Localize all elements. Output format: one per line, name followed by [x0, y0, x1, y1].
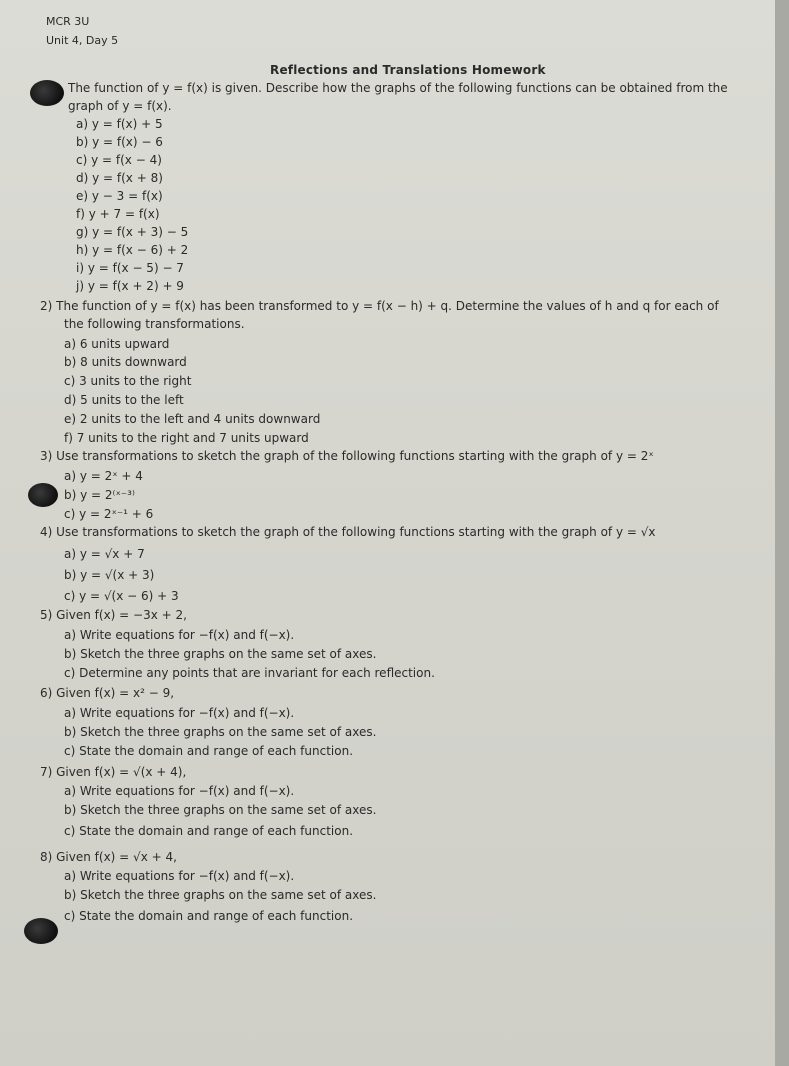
q3-stem: 3) Use transformations to sketch the graph of the following functions starting with the graph of y = 2ˣ	[40, 449, 654, 463]
q3-part-a: a) y = 2ˣ + 4	[64, 469, 143, 483]
q2-stem-line2: the following transformations.	[64, 317, 245, 331]
q6-part-a: a) Write equations for −f(x) and f(−x).	[64, 706, 295, 720]
q1-part-g: g) y = f(x + 3) − 5	[76, 225, 189, 239]
q4-part-b: b) y = √(x + 3)	[64, 568, 155, 582]
q5-part-b: b) Sketch the three graphs on the same set of axes.	[64, 647, 377, 661]
punch-hole-top	[30, 80, 64, 106]
worksheet-title: Reflections and Translations Homework	[270, 63, 546, 77]
q4-part-c: c) y = √(x − 6) + 3	[64, 589, 179, 603]
q1-part-b: b) y = f(x) − 6	[76, 135, 163, 149]
unit-day: Unit 4, Day 5	[46, 34, 119, 47]
q3-part-b: b) y = 2⁽ˣ⁻³⁾	[64, 488, 135, 502]
q8-part-c: c) State the domain and range of each function.	[64, 909, 354, 923]
q1-stem-line1: The function of y = f(x) is given. Describe how the graphs of the following functions can be obtained from the	[68, 81, 728, 95]
q2-part-c: c) 3 units to the right	[64, 374, 192, 388]
q1-part-f: f) y + 7 = f(x)	[76, 207, 160, 221]
q1-part-c: c) y = f(x − 4)	[76, 153, 162, 167]
q2-stem-line1: 2) The function of y = f(x) has been transformed to y = f(x − h) + q. Determine the values of h and q for each of	[40, 299, 719, 313]
q1-part-d: d) y = f(x + 8)	[76, 171, 163, 185]
q3-part-c: c) y = 2ˣ⁻¹ + 6	[64, 507, 154, 521]
punch-hole-bottom	[24, 918, 58, 944]
q4-part-a: a) y = √x + 7	[64, 547, 145, 561]
q1-part-h: h) y = f(x − 6) + 2	[76, 243, 189, 257]
q6-part-b: b) Sketch the three graphs on the same set of axes.	[64, 725, 377, 739]
q8-part-a: a) Write equations for −f(x) and f(−x).	[64, 869, 295, 883]
page-edge	[775, 0, 789, 1066]
course-code: MCR 3U	[46, 15, 90, 28]
q7-part-c: c) State the domain and range of each function.	[64, 824, 354, 838]
q1-part-i: i) y = f(x − 5) − 7	[76, 261, 184, 275]
q4-stem: 4) Use transformations to sketch the graph of the following functions starting with the graph of y = √x	[40, 525, 656, 539]
q1-stem-line2: graph of y = f(x).	[68, 99, 172, 113]
q7-part-b: b) Sketch the three graphs on the same set of axes.	[64, 803, 377, 817]
q8-part-b: b) Sketch the three graphs on the same set of axes.	[64, 888, 377, 902]
q1-part-e: e) y − 3 = f(x)	[76, 189, 163, 203]
q2-part-a: a) 6 units upward	[64, 337, 170, 351]
q1-part-a: a) y = f(x) + 5	[76, 117, 163, 131]
q5-part-a: a) Write equations for −f(x) and f(−x).	[64, 628, 295, 642]
q6-part-c: c) State the domain and range of each function.	[64, 744, 354, 758]
q2-part-d: d) 5 units to the left	[64, 393, 184, 407]
punch-hole-middle	[28, 483, 58, 507]
q8-stem: 8) Given f(x) = √x + 4,	[40, 850, 177, 864]
q5-stem: 5) Given f(x) = −3x + 2,	[40, 608, 187, 622]
q2-part-b: b) 8 units downward	[64, 355, 187, 369]
q1-part-j: j) y = f(x + 2) + 9	[76, 279, 184, 293]
q2-part-e: e) 2 units to the left and 4 units downward	[64, 412, 321, 426]
q7-part-a: a) Write equations for −f(x) and f(−x).	[64, 784, 295, 798]
q7-stem: 7) Given f(x) = √(x + 4),	[40, 765, 187, 779]
q6-stem: 6) Given f(x) = x² − 9,	[40, 686, 175, 700]
q2-part-f: f) 7 units to the right and 7 units upward	[64, 431, 309, 445]
q5-part-c: c) Determine any points that are invariant for each reflection.	[64, 666, 435, 680]
